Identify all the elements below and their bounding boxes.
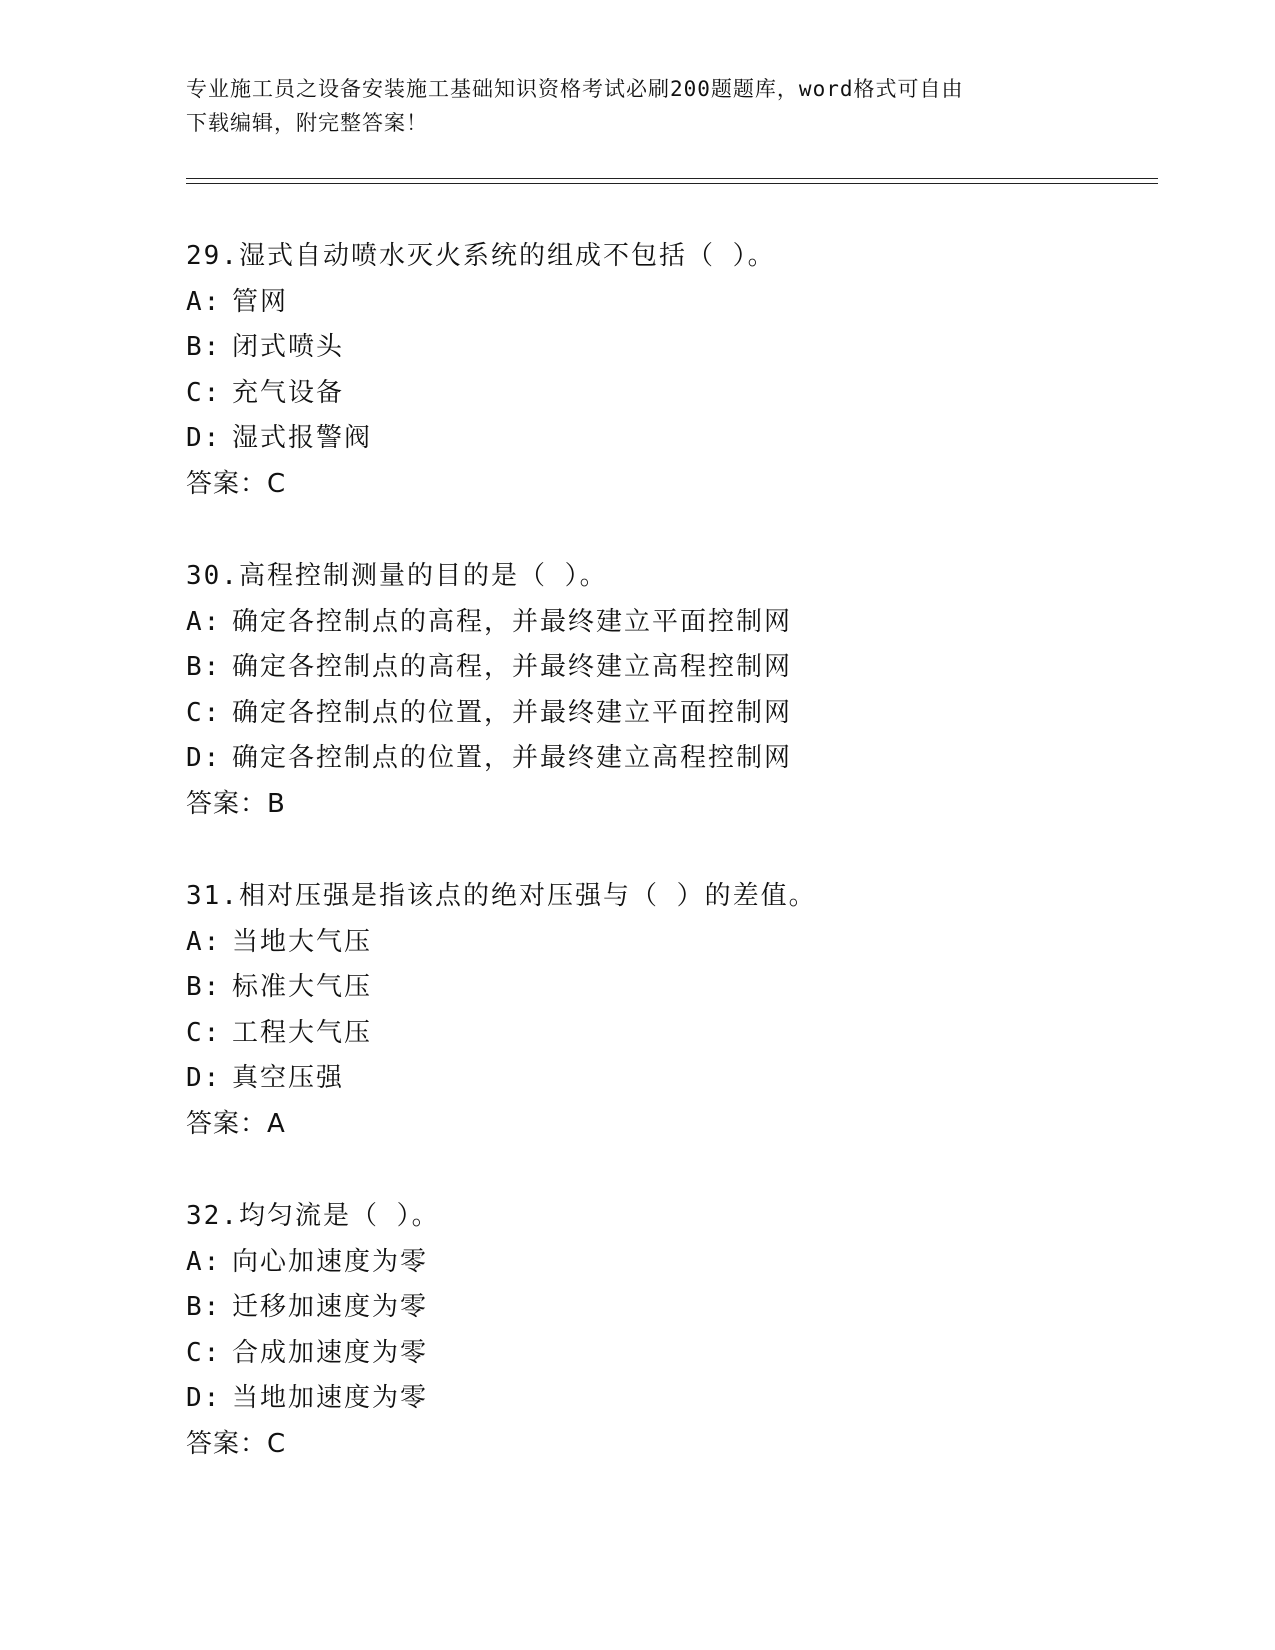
option-text: 管网 xyxy=(232,286,289,317)
answer: 答案：C xyxy=(186,1428,287,1459)
answer: 答案：C xyxy=(186,468,287,499)
option-text: 湿式报警阀 xyxy=(232,423,373,454)
option-text: 闭式喷头 xyxy=(232,332,345,363)
option-d xyxy=(186,736,1146,782)
option-text: 真空压强 xyxy=(232,1063,345,1094)
option-text: 确定各控制点的高程，并最终建立高程控制网 xyxy=(232,652,793,683)
option-b xyxy=(186,965,1146,1011)
option-label: B: xyxy=(186,652,222,683)
option-label: D: xyxy=(186,1063,222,1094)
option-label: D: xyxy=(186,423,222,454)
option-label: D: xyxy=(186,1383,222,1414)
header-divider-bottom xyxy=(186,183,1158,184)
option-label: B: xyxy=(186,332,222,363)
header-divider-top xyxy=(186,178,1158,179)
option-text: 充气设备 xyxy=(232,377,345,408)
option-text: 工程大气压 xyxy=(232,1017,373,1048)
question-stem: 29.湿式自动喷水灭火系统的组成不包括（ ）。 xyxy=(186,241,776,271)
option-c xyxy=(186,691,1146,737)
option-label: A: xyxy=(186,1246,222,1277)
option-label: B: xyxy=(186,972,222,1003)
option-a xyxy=(186,1240,1146,1286)
option-text: 向心加速度为零 xyxy=(232,1246,429,1277)
option-a xyxy=(186,280,1146,326)
option-b xyxy=(186,325,1146,371)
question-29 xyxy=(186,234,1146,508)
option-text: 迁移加速度为零 xyxy=(232,1292,429,1323)
option-label: A: xyxy=(186,286,222,317)
answer: 答案：A xyxy=(186,1108,286,1139)
header-line-1: 专业施工员之设备安装施工基础知识资格考试必刷200题题库，word格式可自由 xyxy=(186,77,964,101)
option-label: B: xyxy=(186,1292,222,1323)
option-label: C: xyxy=(186,1337,222,1368)
option-label: C: xyxy=(186,1017,222,1048)
answer: 答案：B xyxy=(186,788,286,819)
option-text: 当地加速度为零 xyxy=(232,1383,429,1414)
option-text: 确定各控制点的位置，并最终建立高程控制网 xyxy=(232,743,793,774)
option-text: 确定各控制点的高程，并最终建立平面控制网 xyxy=(232,606,793,637)
option-d xyxy=(186,1376,1146,1422)
document-header xyxy=(186,72,1086,140)
option-d xyxy=(186,416,1146,462)
option-a xyxy=(186,600,1146,646)
question-30 xyxy=(186,554,1146,828)
question-stem: 30.高程控制测量的目的是（ ）。 xyxy=(186,561,608,591)
question-stem: 31.相对压强是指该点的绝对压强与（ ）的差值。 xyxy=(186,881,817,911)
option-b xyxy=(186,1285,1146,1331)
option-label: A: xyxy=(186,926,222,957)
option-label: A: xyxy=(186,606,222,637)
option-c xyxy=(186,1331,1146,1377)
question-32 xyxy=(186,1194,1146,1468)
option-text: 当地大气压 xyxy=(232,926,373,957)
option-c xyxy=(186,371,1146,417)
option-text: 确定各控制点的位置，并最终建立平面控制网 xyxy=(232,697,793,728)
option-d xyxy=(186,1056,1146,1102)
option-b xyxy=(186,645,1146,691)
option-a xyxy=(186,920,1146,966)
option-label: C: xyxy=(186,697,222,728)
option-label: C: xyxy=(186,377,222,408)
option-text: 合成加速度为零 xyxy=(232,1337,429,1368)
header-line-2: 下载编辑，附完整答案！ xyxy=(186,111,428,135)
option-text: 标准大气压 xyxy=(232,972,373,1003)
question-stem: 32.均匀流是（ ）。 xyxy=(186,1201,440,1231)
option-label: D: xyxy=(186,743,222,774)
question-31 xyxy=(186,874,1146,1148)
option-c xyxy=(186,1011,1146,1057)
